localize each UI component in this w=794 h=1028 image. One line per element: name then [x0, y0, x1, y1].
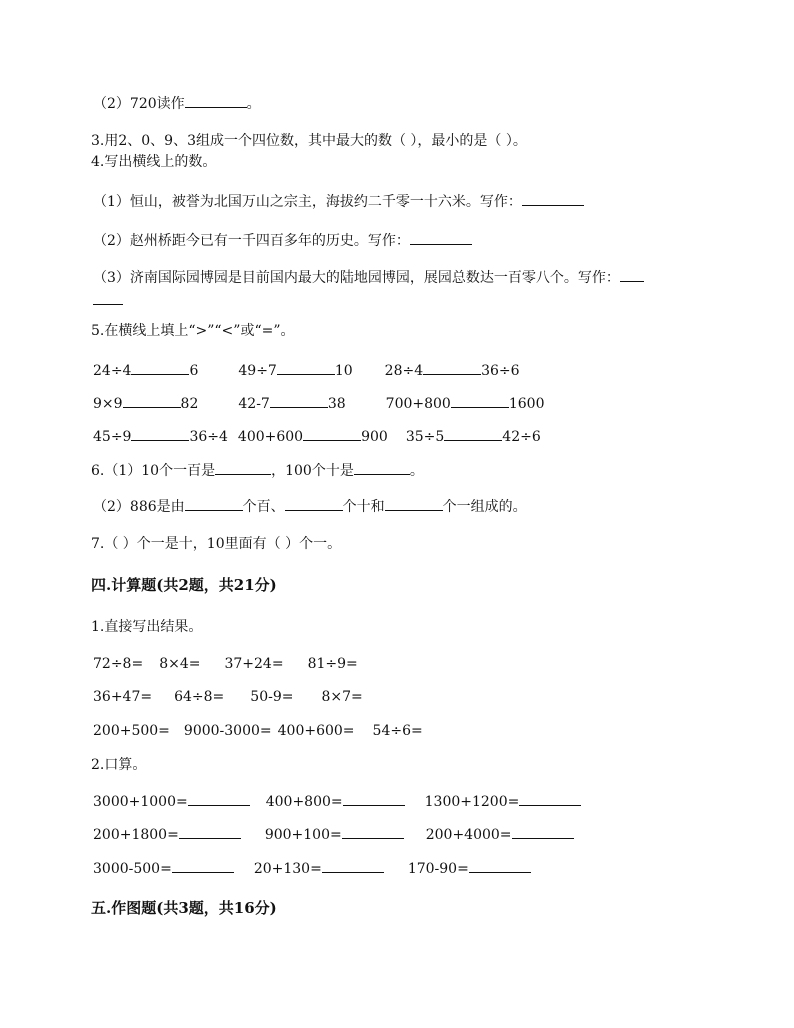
answer-blank[interactable] — [172, 859, 234, 873]
compare-blank[interactable] — [131, 427, 189, 441]
calc-expr: 8×4= — [159, 656, 201, 672]
answer-blank[interactable] — [342, 825, 404, 839]
calc-expr: 200+500= — [93, 723, 170, 739]
compare-blank[interactable] — [444, 427, 502, 441]
answer-blank[interactable] — [185, 94, 247, 108]
q4-item-3-blank-cont — [93, 291, 123, 310]
q6-text: （2）886是由 — [93, 499, 185, 515]
calc-expr: 54÷6= — [372, 723, 423, 739]
q5-row-3 — [93, 427, 541, 446]
q5-expr: 900 — [361, 429, 388, 445]
answer-blank[interactable] — [343, 792, 405, 806]
calc-2-title: 2.口算。 — [91, 757, 147, 773]
q5-expr: 38 — [327, 396, 346, 412]
q4-item-3-text: （3）济南国际园博园是目前国内最大的陆地园博园，展园总数达一百零八个。写作： — [93, 270, 620, 286]
calc-2-row-2 — [93, 825, 574, 844]
q6-text: ，100个十是 — [271, 463, 354, 479]
q5-expr: 36÷4 — [189, 429, 228, 445]
calc-expr: 50-9= — [250, 689, 294, 705]
compare-blank[interactable] — [277, 361, 335, 375]
calc-expr: 36+47= — [93, 689, 153, 705]
compare-blank[interactable] — [131, 361, 189, 375]
calc-expr: 400+600= — [277, 723, 355, 739]
answer-blank[interactable] — [93, 291, 123, 305]
calc-expr: 37+24= — [224, 656, 284, 672]
compare-blank[interactable] — [123, 394, 181, 408]
answer-blank[interactable] — [469, 859, 531, 873]
question-7: 7.（ ）个一是十，10里面有（ ）个一。 — [91, 536, 342, 552]
q5-expr: 42-7 — [238, 396, 270, 412]
q4-item-1 — [93, 192, 584, 211]
calc-expr: 9000-3000= — [183, 723, 272, 739]
calc-expr: 3000-500= — [93, 861, 172, 877]
section-4-heading: 四.计算题(共2题，共21分) — [91, 576, 277, 594]
q4-item-2 — [93, 231, 472, 250]
q4-item-2-text: （2）赵州桥距今已有一千四百多年的历史。写作： — [93, 233, 410, 249]
q5-expr: 400+600 — [237, 429, 304, 445]
q5-row-1 — [93, 361, 520, 380]
calc-expr: 20+130= — [253, 861, 322, 877]
answer-blank[interactable] — [215, 461, 271, 475]
q5-expr: 28÷4 — [384, 363, 424, 379]
calc-expr: 72÷8= — [93, 656, 144, 672]
q5-expr: 36÷6 — [481, 363, 520, 379]
q4-item-3 — [93, 268, 644, 287]
answer-blank[interactable] — [522, 192, 584, 206]
q2-2-suffix: 。 — [246, 96, 261, 112]
q5-expr: 45÷9 — [93, 429, 132, 445]
q2-2-prefix: （2）720读作 — [93, 96, 185, 112]
question-4-title: 4.写出横线上的数。 — [91, 154, 217, 170]
q6-text: 6.（1）10个一百是 — [91, 463, 216, 479]
q5-expr: 10 — [334, 363, 353, 379]
question-5-title: 5.在横线上填上“>”“<”或“=”。 — [91, 323, 295, 339]
q5-expr: 82 — [180, 396, 199, 412]
calc-expr: 8×7= — [321, 689, 363, 705]
q5-expr: 24÷4 — [93, 363, 132, 379]
compare-blank[interactable] — [423, 361, 481, 375]
calc-expr: 900+100= — [264, 827, 342, 843]
q6-line-2 — [93, 497, 527, 516]
q4-item-1-text: （1）恒山，被誉为北国万山之宗主，海拔约二千零一十六米。写作： — [93, 194, 522, 210]
q5-expr: 9×9 — [93, 396, 123, 412]
answer-blank[interactable] — [322, 859, 384, 873]
calc-2-row-3 — [93, 859, 531, 878]
answer-blank[interactable] — [185, 497, 243, 511]
question-3: 3.用2、0、9、3组成一个四位数，其中最大的数（ ），最小的是（ ）。 — [91, 133, 527, 149]
q5-expr: 49÷7 — [238, 363, 277, 379]
answer-blank[interactable] — [354, 461, 410, 475]
compare-blank[interactable] — [451, 394, 509, 408]
q5-expr: 6 — [189, 363, 199, 379]
answer-blank[interactable] — [519, 792, 581, 806]
q5-expr: 1600 — [508, 396, 545, 412]
answer-blank[interactable] — [385, 497, 443, 511]
q5-expr: 42÷6 — [502, 429, 541, 445]
q5-row-2 — [93, 394, 544, 413]
q5-expr: 700+800 — [385, 396, 451, 412]
calc-1-row-3 — [93, 722, 423, 740]
answer-blank[interactable] — [179, 825, 241, 839]
q6-text: 个一组成的。 — [442, 499, 527, 515]
answer-blank[interactable] — [285, 497, 343, 511]
q2-2-line — [93, 94, 261, 113]
answer-blank[interactable] — [188, 792, 250, 806]
calc-expr: 200+4000= — [425, 827, 512, 843]
calc-expr: 200+1800= — [93, 827, 179, 843]
calc-2-row-1 — [93, 792, 581, 811]
calc-1-row-2 — [93, 688, 363, 706]
calc-expr: 1300+1200= — [424, 794, 520, 810]
calc-expr: 64÷8= — [174, 689, 225, 705]
section-5-heading: 五.作图题(共3题，共16分) — [91, 899, 277, 917]
calc-1-title: 1.直接写出结果。 — [91, 619, 203, 635]
q6-text: 个十和 — [342, 499, 385, 515]
q6-text: 。 — [409, 463, 424, 479]
q6-line-1 — [91, 461, 424, 480]
compare-blank[interactable] — [270, 394, 328, 408]
compare-blank[interactable] — [303, 427, 361, 441]
calc-expr: 3000+1000= — [93, 794, 188, 810]
calc-expr: 400+800= — [265, 794, 343, 810]
q5-expr: 35÷5 — [405, 429, 445, 445]
calc-1-row-1 — [93, 655, 358, 673]
calc-expr: 170-90= — [407, 861, 469, 877]
answer-blank[interactable] — [620, 268, 644, 282]
answer-blank[interactable] — [410, 231, 472, 245]
calc-expr: 81÷9= — [307, 656, 358, 672]
answer-blank[interactable] — [512, 825, 574, 839]
q6-text: 个百、 — [242, 499, 285, 515]
